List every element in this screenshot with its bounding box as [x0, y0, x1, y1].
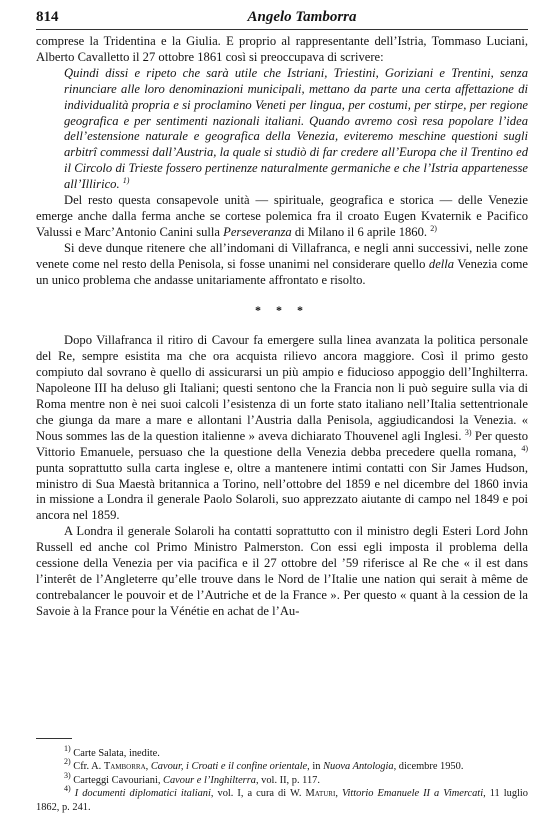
paragraph-cavour	[36, 333, 528, 524]
footnote-number: 2)	[64, 757, 71, 767]
work-title: Cavour e l’Inghilterra	[163, 774, 256, 786]
footnote-rule	[36, 738, 72, 739]
paragraph-london: A Londra il generale Solaroli ha contatti soprattutto con il ministro degli Esteri Lord John Russell ed anche col Primo Ministro Palmerston. Con essi egli imposta il problema della cessione della Venezia per via pacifica e il 27 ottobre del ’59 riferisce al Re che « il est dans l’interêt de l’Angleterre qu’elle trouve dans le Nord de l’Italie une nation qui serait à même de contrebalancer le pouvoir et de l’Autriche et de la France ». Per questo « quant à la cession de la Savoie à la France pour la Vénétie en achat de l’Au-	[36, 524, 528, 618]
footnote-number: 1)	[64, 744, 71, 753]
header-rule	[36, 29, 528, 30]
quote-text: Quindi dissi e ripeto che sarà utile che Istriani, Triestini, Goriziani e Trentini, senza rinunciare alle loro denominazioni municipali, mettano da parte una certa affettazione di individualità propria e si proclamino Veneti per lingua, per costumi, per stirpe, per regione geografica e per sentimenti nazionali italiani. Quando avremo così resa popolare l’idea dell’estensione naturale e geografica della Venezia, eviteremo meschine questioni sugli arbitrî commessi dall’Austria, la quale si studiò di far credere all’Europa che il Trentino ed il Circolo di Trieste fossero pertinenze naturalmente germaniche e che l’Istria appartenesse all’Illirico.	[64, 65, 528, 192]
paragraph-text: Del resto questa consapevole unità — spirituale, geografica e storica — delle Venezie emerge anche dalla ferma anche se cortese polemica fra il croato Eugen Kvaternik e Pacifico Valussi e Marc’Antonio Canini sulla	[36, 193, 528, 239]
section-break: * * *	[255, 302, 309, 317]
running-header	[36, 9, 528, 31]
footnote-3	[36, 770, 528, 787]
author-name: Maturi	[305, 788, 336, 800]
footnote-text: , in	[307, 761, 324, 773]
footnote-ref-3: 3)	[464, 427, 472, 437]
work-title: I documenti diplomatici italiani	[74, 788, 211, 800]
footnote-2	[36, 757, 528, 773]
footnote-ref-1: 1)	[122, 176, 130, 186]
paragraph-unity	[36, 193, 528, 241]
paragraph-text: di Milano il 6 aprile 1860.	[291, 224, 428, 239]
footnote-text: , vol. I, a cura di W.	[210, 788, 306, 800]
footnote-ref-4: 4)	[521, 443, 528, 453]
footnotes	[36, 738, 528, 814]
block-quote	[36, 66, 528, 193]
journal-title: Nuova Antologia	[323, 761, 394, 773]
footnote-text: , dicembre 1950.	[393, 761, 464, 773]
footnote-text: , 11 luglio 1862, p. 241.	[36, 788, 528, 813]
paragraph-intro: comprese la Tridentina e la Giulia. E proprio al rappresentante dell’Istria, Tommaso Luciani, Alberto Cavalletto il 27 ottobre 1861 così si preoccupava di scrivere:	[36, 34, 528, 64]
footnote-text: Cfr. A.	[73, 761, 104, 773]
footnote-ref-2: 2)	[430, 223, 437, 233]
work-title: Cavour, i Croati e il confine orientale	[150, 761, 308, 773]
footnote-number: 4)	[64, 784, 71, 794]
emphasis-word: della	[428, 256, 455, 271]
footnote-text: ,	[335, 788, 342, 800]
footnote-text: Carte Salata, inedite.	[73, 748, 160, 759]
work-title: Vittorio Emanuele II a Vimercati	[341, 788, 484, 800]
paragraph-text: Si deve dunque ritenere che all’indomani di Villafranca, e negli anni successivi, nelle zone venete come nel resto della Penisola, si fosse unanimi nel considerare quello	[36, 240, 528, 271]
main-text	[36, 34, 528, 620]
footnote-text: ,	[145, 761, 151, 773]
footnote-number: 3)	[64, 770, 71, 780]
newspaper-title: Perseveranza	[223, 224, 292, 239]
author-name: Tamborra	[103, 761, 146, 773]
footnote-text: , vol. II, p. 117.	[255, 774, 320, 786]
paragraph-text: Venezia come un unico problema che andasse unitariamente affrontato e risolto.	[36, 256, 528, 287]
paragraph-text: Per questo Vittorio Emanuele, persuaso che la questione della Venezia debba precedere quella romana,	[36, 428, 528, 459]
running-title: Angelo Tamborra	[247, 9, 357, 25]
paragraph-text: Dopo Villafranca il ritiro di Cavour fa emergere sulla linea avanzata la politica personale del Re, sempre esistita ma che ora acquista rilievo ancora maggiore. Così il primo gesto compiuto dal sovrano è quello di assicurarsi un più ampio e fiducioso appoggio dell’Inghilterra. Napoleone III ha deluso gli Italiani; questi sentono che la Francia non li può seguire sulla via di Roma mentre non è nei suoi calcoli l’esistenza di un forte stato italiano nell’Italia settentrionale che giunga da mare a mare e allontani l’Austria dalla Penisola, aggiudicandosi la Venezia. « Nous sommes las de la question italienne » aveva dichiarato Thouvenel agli Inglesi.	[36, 333, 528, 443]
footnote-1	[36, 744, 528, 760]
footnote-text: Carteggi Cavouriani,	[73, 774, 164, 786]
footnote-4	[36, 784, 528, 814]
page-number: 814	[36, 9, 59, 25]
paragraph-text: punta soprattutto sulla carta inglese e, oltre a mantenere intimi contatti con Sir James Hudson, ministro di Sua Maestà britannica a Torino, nell’ottobre del 1859 e nel dicembre del 1860 invia in missione a Londra il generale Paolo Solaroli, suo apprezzato aiutante di campo nel 1849 e poi ancora nel 1859.	[36, 460, 528, 523]
paragraph-villafranca	[36, 241, 528, 289]
